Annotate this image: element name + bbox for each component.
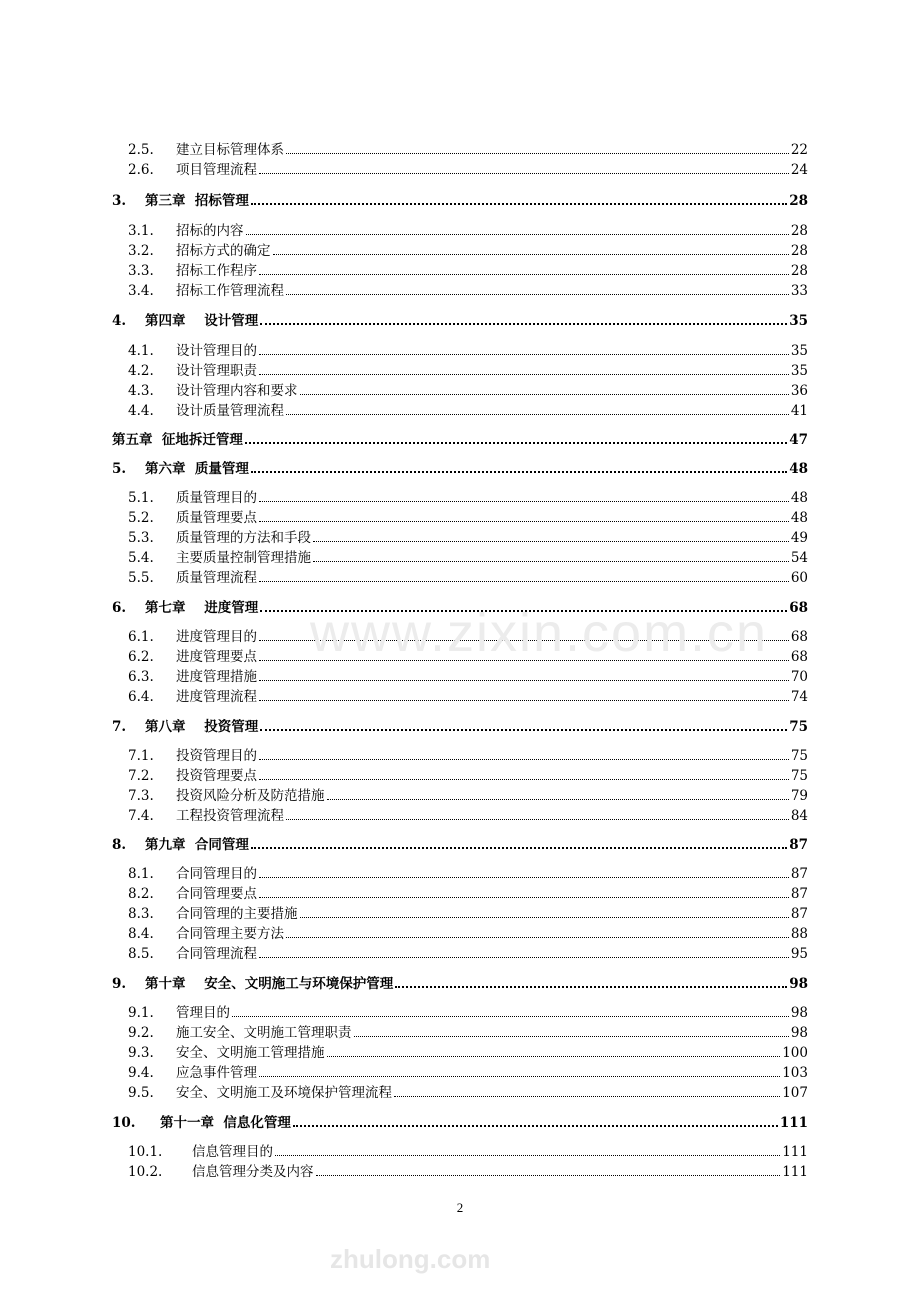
toc-dot-leader (259, 172, 789, 174)
toc-page-number: 107 (782, 1085, 808, 1101)
toc-chapter-row[interactable] (112, 972, 808, 992)
toc-chapter-row[interactable] (112, 715, 808, 735)
toc-entry-title: 质量管理要点 (176, 510, 257, 526)
toc-entry-number: 7.2. (128, 768, 154, 784)
toc-section-row[interactable] (128, 645, 808, 665)
toc-section-row[interactable] (128, 279, 808, 299)
toc-page-number: 98 (790, 1025, 808, 1041)
toc-page-number: 49 (790, 530, 808, 546)
toc-entry-title: 招标工作管理流程 (176, 283, 284, 299)
toc-section-row[interactable] (128, 399, 808, 419)
toc-page-number: 35 (790, 363, 808, 379)
toc-entry-number: 6.3. (128, 669, 154, 685)
toc-section-row[interactable] (128, 1021, 808, 1041)
toc-section-row[interactable] (128, 882, 808, 902)
toc-entry-title: 招标的内容 (176, 223, 244, 239)
toc-entry-number: 2.5. (128, 142, 154, 158)
toc-dot-leader (316, 1174, 781, 1176)
toc-entry-number: 3. (112, 193, 127, 209)
toc-entry-number: 3.2. (128, 243, 154, 259)
toc-section-row[interactable] (128, 1160, 808, 1180)
watermark-zhulong: zhulong.com (330, 1244, 491, 1274)
toc-entry-title: 安全、文明施工管理措施 (176, 1045, 325, 1061)
toc-page-number: 33 (790, 283, 808, 299)
toc-entry-number: 4. (112, 313, 127, 329)
toc-section-row[interactable] (128, 526, 808, 546)
toc-chapter-row[interactable] (112, 1111, 808, 1131)
toc-entry-number: 6. (112, 600, 127, 616)
toc-page-number: 28 (790, 263, 808, 279)
toc-dot-leader (259, 876, 789, 878)
toc-dot-leader (251, 202, 787, 205)
toc-entry-number: 2.6. (128, 162, 154, 178)
toc-entry-title: 第七章 进度管理 (145, 600, 259, 616)
toc-section-row[interactable] (128, 862, 808, 882)
toc-page-number: 75 (790, 748, 808, 764)
toc-page-number: 54 (790, 550, 808, 566)
toc-page-number: 41 (790, 403, 808, 419)
toc-section-row[interactable] (128, 1081, 808, 1101)
toc-entry-number: 5.3. (128, 530, 154, 546)
toc-page-number: 100 (782, 1045, 808, 1061)
toc-entry-title: 管理目的 (176, 1005, 230, 1021)
toc-page-number: 22 (790, 142, 808, 158)
toc-entry-number: 10.2. (128, 1164, 163, 1180)
toc-entry-number: 9.1. (128, 1005, 154, 1021)
toc-dot-leader (259, 639, 789, 641)
toc-entry-title: 设计管理职责 (176, 363, 257, 379)
toc-section-row[interactable] (128, 1061, 808, 1081)
toc-dot-leader (259, 758, 789, 760)
toc-chapter-row[interactable] (112, 428, 808, 448)
toc-entry-number: 4.1. (128, 343, 154, 359)
toc-entry-title: 进度管理要点 (176, 649, 257, 665)
toc-entry-number: 8.4. (128, 926, 154, 942)
toc-dot-leader (313, 540, 789, 542)
toc-entry-number: 8. (112, 837, 127, 853)
toc-entry-title: 第四章 设计管理 (145, 313, 259, 329)
toc-page-number: 95 (790, 946, 808, 962)
toc-entry-number: 7.1. (128, 748, 154, 764)
toc-entry-title: 第十一章 信息化管理 (160, 1115, 291, 1131)
toc-section-row[interactable] (128, 902, 808, 922)
toc-dot-leader (354, 1035, 789, 1037)
toc-entry-title: 合同管理的主要措施 (176, 906, 298, 922)
toc-entry-title: 招标方式的确定 (176, 243, 271, 259)
toc-dot-leader (259, 778, 789, 780)
toc-section-row[interactable] (128, 339, 808, 359)
toc-section-row[interactable] (128, 546, 808, 566)
toc-section-row[interactable] (128, 506, 808, 526)
toc-dot-leader (245, 441, 787, 444)
page-number: 2 (456, 1200, 464, 1215)
toc-entry-title: 应急事件管理 (176, 1065, 257, 1081)
toc-entry-number: 9. (112, 976, 127, 992)
toc-page-number: 24 (790, 162, 808, 178)
toc-entry-title: 投资管理目的 (176, 748, 257, 764)
toc-page-number: 79 (790, 788, 808, 804)
toc-page-number: 60 (790, 570, 808, 586)
toc-section-row[interactable] (128, 1001, 808, 1021)
toc-page-number: 98 (789, 976, 808, 992)
toc-entry-title: 招标工作程序 (176, 263, 257, 279)
toc-dot-leader (300, 393, 789, 395)
toc-dot-leader (313, 560, 789, 562)
toc-entry-title: 合同管理流程 (176, 946, 257, 962)
toc-dot-leader (275, 1154, 780, 1156)
toc-entry-number: 5.2. (128, 510, 154, 526)
toc-entry-number: 6.4. (128, 689, 154, 705)
toc-dot-leader (260, 728, 787, 731)
toc-entry-title: 信息管理分类及内容 (192, 1164, 314, 1180)
toc-entry-title: 进度管理目的 (176, 629, 257, 645)
toc-page-number: 36 (790, 383, 808, 399)
toc-dot-leader (395, 985, 787, 988)
toc-page-number: 75 (789, 719, 808, 735)
toc-section-row[interactable] (128, 158, 808, 178)
toc-section-row[interactable] (128, 625, 808, 645)
toc-page-number: 88 (790, 926, 808, 942)
toc-page-number: 68 (789, 600, 808, 616)
toc-section-row[interactable] (128, 744, 808, 764)
toc-dot-leader (286, 413, 789, 415)
toc-dot-leader (327, 798, 789, 800)
toc-entry-title: 主要质量控制管理措施 (176, 550, 311, 566)
toc-dot-leader (273, 253, 789, 255)
toc-dot-leader (260, 322, 787, 325)
toc-page-number: 111 (779, 1115, 808, 1131)
toc-entry-number: 9.4. (128, 1065, 154, 1081)
toc-section-row[interactable] (128, 259, 808, 279)
watermark-zixin: www.zixin.com.cn (310, 603, 769, 663)
toc-page-number: 87 (790, 906, 808, 922)
toc-dot-leader (259, 273, 789, 275)
toc-entry-title: 质量管理的方法和手段 (176, 530, 311, 546)
toc-chapter-row[interactable] (112, 596, 808, 616)
toc-entry-title: 第十章 安全、文明施工与环境保护管理 (145, 976, 394, 992)
toc-entry-title: 设计管理内容和要求 (176, 383, 298, 399)
toc-dot-leader (259, 896, 789, 898)
toc-chapter-row[interactable] (112, 457, 808, 477)
toc-chapter-row[interactable] (112, 189, 808, 209)
toc-chapter-row[interactable] (112, 309, 808, 329)
toc-dot-leader (259, 520, 789, 522)
toc-page-number: 75 (790, 768, 808, 784)
toc-dot-leader (259, 500, 789, 502)
toc-entry-number: 8.5. (128, 946, 154, 962)
toc-entry-number: 4.2. (128, 363, 154, 379)
toc-page-number: 28 (789, 193, 808, 209)
toc-entry-title: 投资管理要点 (176, 768, 257, 784)
toc-page-number: 87 (789, 837, 808, 853)
toc-dot-leader (286, 293, 789, 295)
toc-dot-leader (286, 818, 789, 820)
toc-page-number: 48 (790, 490, 808, 506)
toc-entry-number: 7.3. (128, 788, 154, 804)
toc-dot-leader (259, 699, 789, 701)
toc-entry-title: 设计质量管理流程 (176, 403, 284, 419)
toc-entry-title: 投资风险分析及防范措施 (176, 788, 325, 804)
toc-entry-title: 信息管理目的 (192, 1144, 273, 1160)
toc-entry-number: 6.1. (128, 629, 154, 645)
toc-section-row[interactable] (128, 804, 808, 824)
toc-section-row[interactable] (128, 219, 808, 239)
toc-dot-leader (293, 1124, 778, 1127)
toc-section-row[interactable] (128, 685, 808, 705)
toc-entry-title: 安全、文明施工及环境保护管理流程 (176, 1085, 392, 1101)
toc-entry-number: 5. (112, 461, 127, 477)
toc-page-number: 28 (790, 243, 808, 259)
toc-page-number: 98 (790, 1005, 808, 1021)
toc-entry-number: 4.4. (128, 403, 154, 419)
toc-dot-leader (327, 1055, 781, 1057)
toc-page-number: 103 (782, 1065, 808, 1081)
toc-entry-title: 合同管理要点 (176, 886, 257, 902)
toc-entry-number: 5.5. (128, 570, 154, 586)
toc-dot-leader (260, 609, 787, 612)
toc-section-row[interactable] (128, 566, 808, 586)
toc-section-row[interactable] (128, 942, 808, 962)
toc-entry-number: 5.1. (128, 490, 154, 506)
toc-entry-number: 6.2. (128, 649, 154, 665)
toc-dot-leader (394, 1095, 780, 1097)
toc-dot-leader (259, 1075, 780, 1077)
toc-page-number: 47 (789, 432, 808, 448)
toc-entry-title: 设计管理目的 (176, 343, 257, 359)
toc-dot-leader (246, 233, 789, 235)
toc-entry-title: 质量管理目的 (176, 490, 257, 506)
toc-entry-number: 10.1. (128, 1144, 163, 1160)
toc-page-number: 68 (790, 649, 808, 665)
toc-entry-number: 8.3. (128, 906, 154, 922)
toc-entry-title: 项目管理流程 (176, 162, 257, 178)
toc-entry-title: 合同管理主要方法 (176, 926, 284, 942)
toc-dot-leader (300, 916, 789, 918)
toc-entry-title: 施工安全、文明施工管理职责 (176, 1025, 352, 1041)
toc-section-row[interactable] (128, 922, 808, 942)
toc-page-number: 84 (790, 808, 808, 824)
toc-entry-number: 3.3. (128, 263, 154, 279)
toc-section-row[interactable] (128, 239, 808, 259)
toc-section-row[interactable] (128, 1140, 808, 1160)
toc-entry-number: 8.1. (128, 866, 154, 882)
toc-entry-number: 7.4. (128, 808, 154, 824)
toc-dot-leader (286, 152, 789, 154)
toc-entry-number: 9.5. (128, 1085, 154, 1101)
toc-page-number: 35 (789, 313, 808, 329)
toc-entry-number: 9.3. (128, 1045, 154, 1061)
toc-chapter-row[interactable] (112, 833, 808, 853)
toc-entry-title: 第八章 投资管理 (145, 719, 259, 735)
toc-dot-leader (259, 659, 789, 661)
toc-section-row[interactable] (128, 379, 808, 399)
toc-entry-title: 进度管理措施 (176, 669, 257, 685)
toc-page-number: 74 (790, 689, 808, 705)
toc-entry-title: 第六章 质量管理 (145, 461, 249, 477)
toc-dot-leader (259, 580, 789, 582)
toc-dot-leader (259, 373, 789, 375)
toc-entry-title: 工程投资管理流程 (176, 808, 284, 824)
toc-page-number: 48 (789, 461, 808, 477)
toc-page-number: 28 (790, 223, 808, 239)
toc-dot-leader (259, 956, 789, 958)
toc-entry-number: 10. (112, 1115, 136, 1131)
toc-dot-leader (251, 470, 787, 473)
toc-section-row[interactable] (128, 359, 808, 379)
toc-entry-number: 8.2. (128, 886, 154, 902)
toc-page-number: 68 (790, 629, 808, 645)
toc-entry-number: 9.2. (128, 1025, 154, 1041)
toc-page-number: 87 (790, 886, 808, 902)
toc-section-row[interactable] (128, 486, 808, 506)
toc-entry-title: 质量管理流程 (176, 570, 257, 586)
toc-section-row[interactable] (128, 665, 808, 685)
toc-page-number: 111 (782, 1164, 808, 1180)
toc-dot-leader (259, 679, 789, 681)
toc-entry-number: 3.1. (128, 223, 154, 239)
toc-entry-number: 4.3. (128, 383, 154, 399)
toc-entry-title: 第三章 招标管理 (145, 193, 249, 209)
toc-page-number: 70 (790, 669, 808, 685)
toc-entry-title: 进度管理流程 (176, 689, 257, 705)
toc-dot-leader (251, 846, 787, 849)
toc-entry-number: 7. (112, 719, 127, 735)
toc-section-row[interactable] (128, 764, 808, 784)
toc-entry-number: 3.4. (128, 283, 154, 299)
toc-page-number: 87 (790, 866, 808, 882)
toc-entry-number: 5.4. (128, 550, 154, 566)
toc-entry-title: 建立目标管理体系 (176, 142, 284, 158)
toc-section-row[interactable] (128, 1041, 808, 1061)
toc-section-row[interactable] (128, 784, 808, 804)
toc-page-number: 111 (782, 1144, 808, 1160)
toc-entry-title: 第九章 合同管理 (145, 837, 249, 853)
toc-dot-leader (232, 1015, 789, 1017)
toc-page-number: 35 (790, 343, 808, 359)
toc-dot-leader (259, 353, 789, 355)
toc-dot-leader (286, 936, 789, 938)
toc-entry-title: 合同管理目的 (176, 866, 257, 882)
toc-entry-title: 第五章 征地拆迁管理 (112, 432, 243, 448)
toc-page-number: 48 (790, 510, 808, 526)
toc-section-row[interactable] (128, 138, 808, 158)
